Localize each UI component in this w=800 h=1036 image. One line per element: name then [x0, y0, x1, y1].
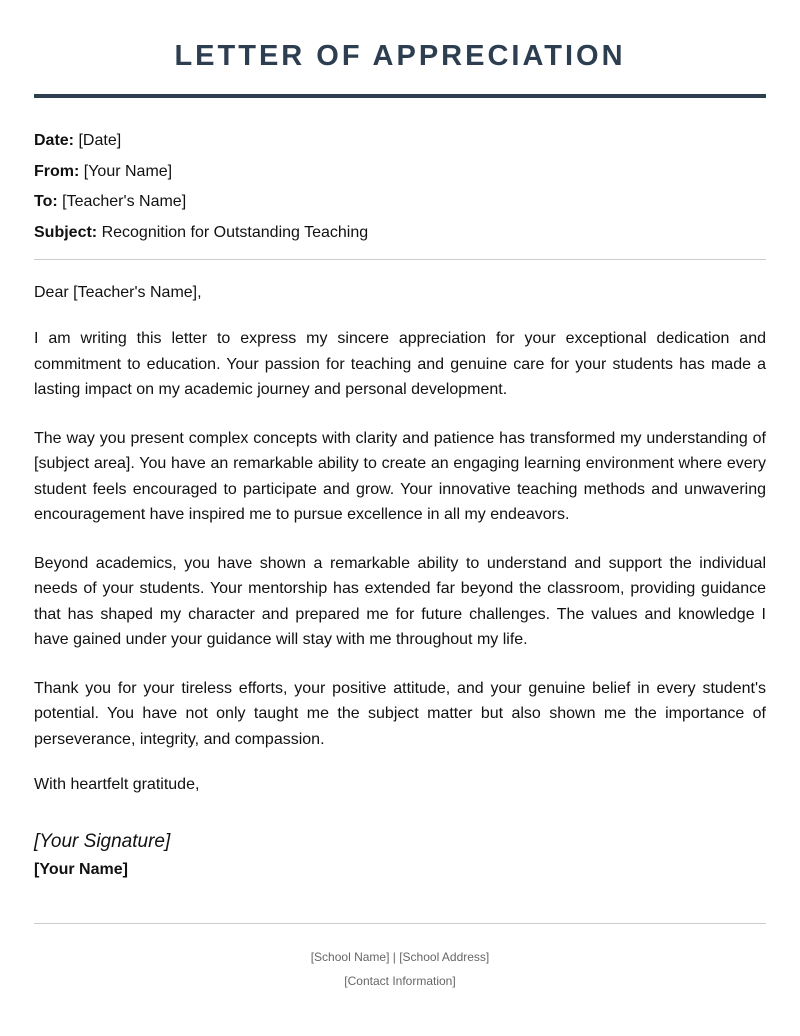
title-divider	[34, 94, 766, 98]
letter-meta	[34, 131, 766, 243]
body-paragraph-1: I am writing this letter to express my sincere appreciation for your exceptional dedication and commitment to education. Your passion for teaching and genuine care for your students has made a lasting impact on my academic journey and personal development.	[34, 330, 766, 399]
meta-subject	[34, 223, 766, 243]
meta-to-value: [Teacher's Name]	[62, 193, 187, 211]
body-paragraph-4: Thank you for your tireless efforts, your positive attitude, and your genuine belief in every student's potential. You have not only taught me the subject matter but also shown me the importance of perseverance, integrity, and compassion.	[34, 679, 766, 748]
body-paragraph-3: Beyond academics, you have shown a remarkable ability to understand and support the individual needs of your students. Your mentorship has extended far beyond the classroom, providing guidance that has shaped my character and prepared me for future challenges. The values and knowledge I have gained under your guidance will stay with me throughout my life.	[34, 554, 766, 649]
meta-divider	[34, 259, 766, 260]
meta-from	[34, 162, 766, 182]
signer-name: [Your Name]	[34, 861, 128, 879]
meta-from-label: From:	[34, 162, 80, 180]
meta-date	[34, 131, 766, 151]
meta-date-value: [Date]	[78, 132, 122, 149]
meta-date-label: Date:	[34, 132, 75, 149]
footer-school-line: [School Name] | [School Address]	[310, 950, 490, 965]
body-paragraph-2: The way you present complex concepts with clarity and patience has transformed my understanding of [subject area]. You have an remarkable ability to create an engaging learning environment where every student feels encouraged to participate and grow. Your innovative teaching methods and unwavering encouragement have inspired me to pursue excellence in all my endeavors.	[34, 429, 766, 524]
meta-to	[34, 192, 766, 212]
meta-to-label: To:	[34, 193, 58, 211]
meta-subject-label: Subject:	[34, 224, 98, 242]
footer-contact-line: [Contact Information]	[344, 974, 456, 989]
signature: [Your Signature]	[34, 831, 171, 853]
footer-divider	[34, 923, 766, 924]
meta-subject-value: Recognition for Outstanding Teaching	[101, 224, 369, 242]
letter-title: LETTER OF APPRECIATION	[174, 40, 626, 72]
letter-footer	[34, 945, 766, 993]
closing: With heartfelt gratitude,	[34, 776, 200, 794]
salutation: Dear [Teacher's Name],	[34, 284, 202, 302]
meta-from-value: [Your Name]	[83, 162, 173, 180]
